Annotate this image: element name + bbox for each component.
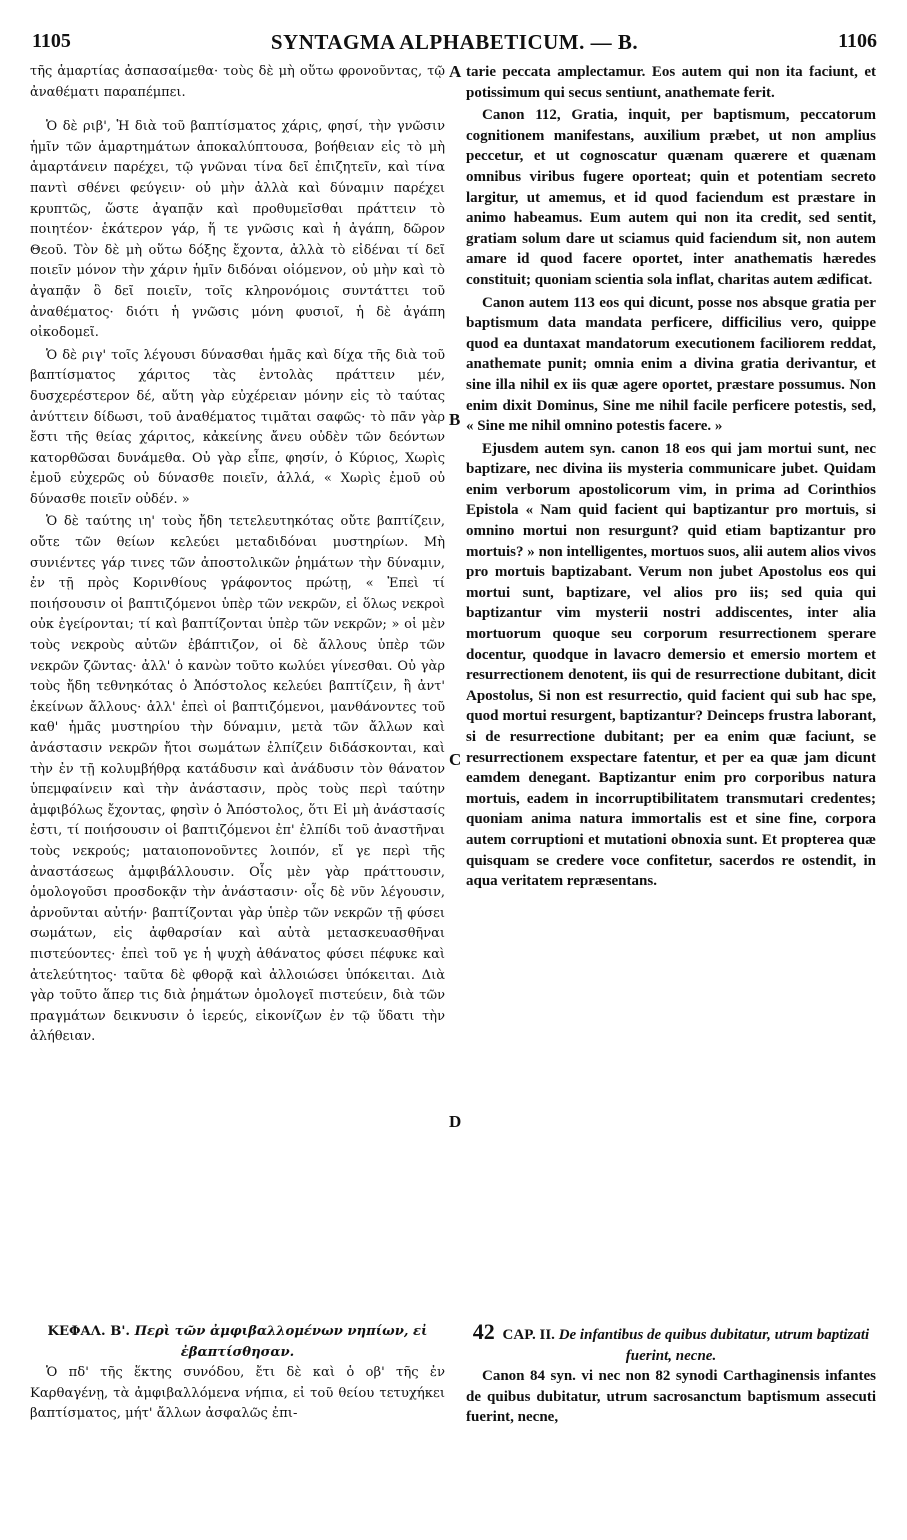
latin-paragraph: tarie peccata amplectamur. Eos autem qui non ita faciunt, et potissimum qui secus sentiunt, anathemate ferit. <box>466 64 876 101</box>
greek-paragraph: Ὁ δὲ ταύτης ιη' τοὺς ἤδη τετελευτηκότας οὔτε βαπτίζειν, οὔτε τῶν θείων κελεύει μεταδιδόναι μυστηρίων. Μὴ συνιέντες γάρ τινες τῶν ἀποστολικῶν ῥημάτων τὴν δύναμιν, ἐν τῇ πρὸς Κορινθίους γράφοντος πρώτῃ, « Ἐπεὶ τί ποιήσουσιν οἱ βαπτιζόμενοι ὑπὲρ τῶν νεκρῶν, εἰ ὅλως νεκροὶ οὐκ ἐγείρονται; τί καὶ βαπτίζονται ὑπὲρ τῶν νεκρῶν; » οἱ μὲν τοὺς νεκροὺς αὐτῶν ἐβάπτιζον, οἱ δὲ ἄλλους ὑπὲρ τῶν νεκρῶν ζῶντας· ἀλλ' ὁ κανὼν τοῦτο κωλύει γίνεσθαι. Οὐ γὰρ τοὺς ἤδη τεθνηκότας ὁ Ἀπόστολος κελεύει βαπτίζειν, ἢ ἀντ' ἐκείνων ἄλλους· ἀλλ' ἐπεὶ οἱ βαπτιζόμενοι, μανθάνοντες τοῦ καθ' ἡμᾶς μυστηρίου τὴν δύναμιν, μετὰ τῶν ἄλλων καὶ ἀνάστασιν νεκρῶν ἤτοι σωμάτων ἐλπίζειν διδάσκονται, καὶ τὴν ἐν τῇ κολυμβήθρᾳ κατάδυσιν καὶ ἀνάδυσιν τὸν θάνατον ὑπεμφαίνειν καὶ τὴν ἀνάστασιν, πρὸς τοὺς περὶ ταύτην ἀμφιβόλως ἔχοντας, φησὶν ὁ Ἀπόστολος, ὅτι Εἰ μὴ ἀνάστασίς ἐστι, τί ποιήσουσιν οἱ βαπτιζόμενοι ἐπ' ἐλπίδι τοῦ ἀναστῆναι τοὺς νεκρούς; ματαιοπονοῦντες λοιπόν, εἴ γε περὶ τῆς ἀναστάσεως ἀμφιβάλλουσιν. Οἷς μὲν γὰρ πράττουσιν, ὁμολογοῦσι προσδοκᾷν τὴν ἀνάστασιν· οἷς δὲ νῦν λέγουσιν, ἀρνοῦνται αὐτήν· βαπτίζονται γὰρ ὑπὲρ τῶν νεκρῶν τῇ φύσει σωμάτων, εἰς ἀφθαρσίαν καὶ αὐτὰ μετασκευασθῆναι πιστεύοντες· ἐπεὶ τοῦ γε ἡ ψυχὴ ἀθάνατος φύσει πέφυκε καὶ ἀτελεύτητος· ταῦτα δὲ φθορᾷ καὶ ἀλλοιώσει ὑπόκειται. Διὰ γὰρ τοῦτο ἅπερ τις διὰ ῥημάτων ὁμολογεῖ πιστεύειν, διὰ τῶν πραγμάτων δεικνυσιν ὁ ἱερεύς, εἰκονίζων ἐν τῷ ὕδατι τὴν ἀλήθειαν. <box>30 514 445 1045</box>
left-page-number: 1105 <box>32 30 71 52</box>
margin-letter-d: D <box>449 1112 462 1131</box>
right-page-number: 1106 <box>838 30 877 52</box>
greek-chapter-body: Ὁ πδ' τῆς ἕκτης συνόδου, ἔτι δὲ καὶ ὁ οβ' τῆς ἐν Καρθαγένῃ, τὰ ἀμφιβαλλόμενα νήπια, εἰ τοῦ θείου τετυχήκει βαπτίσματος, μήτ' ἄλλων ἀσφαλῶς ἐπι- <box>30 1365 445 1422</box>
running-title: SYNTAGMA ALPHABETICUM. — B. <box>270 30 639 54</box>
greek-paragraph: Ὁ δὲ ριβ', Ἡ διὰ τοῦ βαπτίσματος χάρις, φησί, τὴν γνῶσιν ἡμῖν τῶν ἁμαρτημάτων ἀποκαλύπτουσα, βοήθειαν εἰς τὸ μὴ ἁμαρτάνειν παρέχει, τῷ γνῶναι τίνα δεῖ ἐπιζητεῖν, καὶ τίνα παντὶ σθένει φεύγειν· οὐ μὴν ἀλλὰ καὶ δύναμιν παρέχει κρυπτῶς, ὥστε ἀγαπᾷν καὶ προθυμεῖσθαι πράττειν τὸ ποιητέον· ἑκάτερον γάρ, ἥ τε γνῶσις καὶ ἡ ἀγάπη, δῶρον Θεοῦ. Τὸν δὲ μὴ οὕτω δόξης ἔχοντα, ἀλλὰ τὸ εἰδέναι τί δεῖ ποιεῖν μόνον τὴν χάριν ἡμῖν διδόναι οἰόμενον, οὐ μὴν καὶ τὸ ἀγαπᾷν ὃ δεῖ ποιεῖν, τοῖς κληρονόμοις συντάττει τοῦ ἀναθέματος· διότι ἡ γνῶσις μόνη φυσιοῖ, ἡ δὲ ἀγάπη οἰκοδομεῖ. <box>30 119 445 341</box>
latin-chapter-body: Canon 84 syn. vi nec non 82 synodi Carthaginensis infantes de quibus dubitatur, utrum sacrosanctum baptismum assecuti fuerint, necne, <box>466 1368 876 1426</box>
greek-paragraph: τῆς ἁμαρτίας ἀσπασαίμεθα· τοὺς δὲ μὴ οὕτω φρονοῦντας, τῷ ἀναθέματι παραπέμπει. <box>30 64 445 100</box>
greek-chapter-title: Περὶ τῶν ἀμφιβαλλομένων νηπίων, εἰ ἐβαπτίσθησαν. <box>134 1324 428 1360</box>
chapter-margin-number: 42 <box>472 1319 495 1344</box>
latin-column <box>466 62 876 892</box>
latin-chapter-section <box>466 1319 876 1428</box>
margin-letter-c: C <box>449 750 462 769</box>
latin-chapter-title: De infantibus de quibus dubitatur, utrum baptizati fuerint, necne. <box>558 1327 870 1364</box>
greek-chapter-section <box>30 1322 445 1425</box>
latin-chapter-label: CAP. II. <box>502 1327 555 1343</box>
greek-column <box>30 62 445 1048</box>
latin-paragraph: Canon 112, Gratia, inquit, per baptismum, peccatorum cognitionem manifestans, auxilium præbet, ut non amplius peccetur, et ut cognoscatur quænam quærere et quænam omnibus viribus fugere oporteat; quin et potentiam secreto largitur, ut amemus, et id quod faciendum est præstare in animo habeamus. Eum autem qui non ita credit, sed sentit, gratiam solum dare ut sciamus quid faciendum sit, non autem amare id quod facere oportet, inter anathematis hæredes constituit; quoniam scientia sola inflat, charitas autem ædificat. <box>466 107 876 288</box>
margin-letter-b: B <box>449 410 461 429</box>
greek-chapter-heading <box>30 1322 445 1363</box>
greek-paragraph: Ὁ δὲ ριγ' τοῖς λέγουσι δύνασθαι ἡμᾶς καὶ δίχα τῆς διὰ τοῦ βαπτίσματος χάριτος τὰς ἐντολὰς πράττειν μέν, δυσχερέστερον δέ, αὕτη γὰρ εὐχέρειαν μόνην εἰς τὸ ταύτας ἀνύττειν δίδωσι, τοῦ ἀναθέματος τιμᾶται σαφῶς· τὸ πᾶν γὰρ ἔστι τῆς θείας χάριτος, κἀκείνης ἄνευ οὐδὲν τῶν δεόντων κατορθῶσαι δυνάμεθα. Οὐ γὰρ εἶπε, φησίν, ὁ Κύριος, Χωρὶς ἐμοῦ εὐχερῶς οὐ δύνασθε ποιεῖν, ἀλλά, « Χωρὶς ἐμοῦ οὐ δύνασθε ποιεῖν οὐδέν. » <box>30 347 445 507</box>
greek-chapter-label: ΚΕΦΑΛ. Β'. <box>47 1324 130 1339</box>
latin-paragraph: Canon autem 113 eos qui dicunt, posse nos absque gratia per baptismum data mandata perficere, difficilius vero, quippe quod ea duntaxat mandatorum executionem faciliorem reddat, anathemate punit; omnia enim a divina gratia derivantur, et sine illa nihil ex iis quæ agere oportet, præstare possumus. Non enim dixit Dominus, Sine me nihil facile perficere potestis, sed, « Sine me nihil omnino potestis facere. » <box>466 294 876 435</box>
latin-paragraph: Ejusdem autem syn. canon 18 eos qui jam mortui sunt, nec baptizare, nec divina iis mysteria communicare jubet. Quidam enim verborum apostolicorum vim, in prima ad Corinthios Epistola « Nam quid facient qui baptizantur pro mortuis, si omnino mortui non resurgunt? quid etiam baptizantur pro mortuis? » non intelligentes, mortuos suos, alii autem alios vivos pro mortuis baptizabant. Verum non jubet Apostolus eos qui mortui sunt, baptizare, vel alios pro iis; sed quia qui baptizantur vim mysterii nostri addiscentes, inter alia mortuorum quoque seu corporum resurrectionem sperare docentur, quodque in lavacro demersio et emersio mortem et resurrectionem denotent, iis qui de resurrectione dubitant, dicit Apostolus, Si non est resurrectio, quid facient qui sub hac spe, quod mortui resurgent, baptizantur? Deinceps frustra laborant, si de resurrectione dubitant; per ea enim quæ faciunt, se resurrectionem exspectare fatentur, et per ea quæ jam dicunt eamdem denegant. Baptizantur enim pro corporibus natura mortuis, eadem in incorruptibilitatem transmutari credentes; quoniam anima natura immortalis est et sine fine, corpora autem corruptioni et mutationi obnoxia sunt. Et propterea quæ quisquam se credere voce confitetur, sacerdos re ostendit, in aqua veritatem repræsentans. <box>466 440 876 890</box>
page-header <box>32 30 877 58</box>
latin-chapter-heading <box>466 1319 876 1366</box>
margin-letter-a: A <box>449 62 462 81</box>
